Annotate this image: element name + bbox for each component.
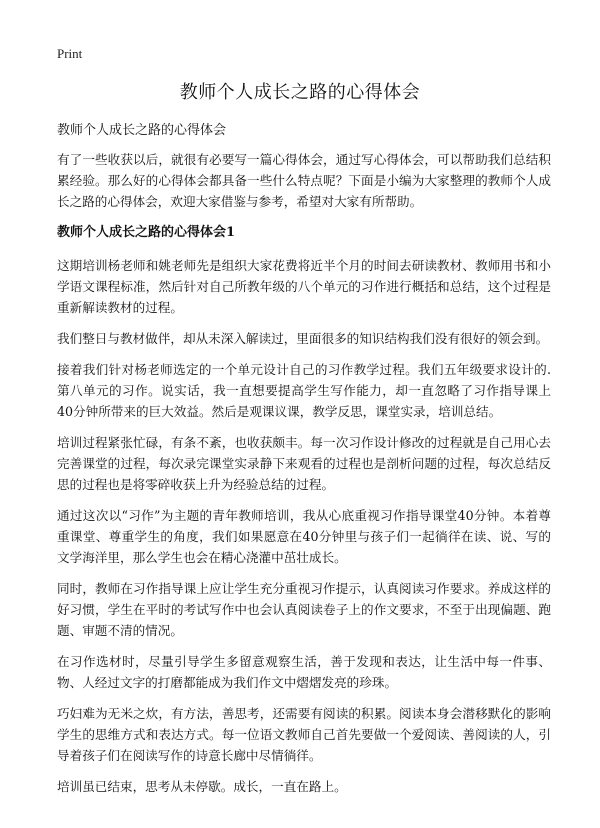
body-paragraph: 这期培训杨老师和姚老师先是组织大家花费将近半个月的时间去研读教材、教师用书和小学语文课程标准，然后针对自己所教年级的八个单元的习作进行概括和总结，这个过程是重新解读教材的过程。 [57,258,551,315]
subtitle: 教师个人成长之路的心得体会 [57,123,227,138]
body-paragraph: 在习作选材时，尽量引导学生多留意观察生活，善于发现和表达，让生活中每一件事、物、人经过文字的打磨都能成为我们作文中熠熠发亮的珍珠。 [57,654,551,690]
section-heading: 教师个人成长之路的心得体会1 [57,225,236,240]
body-paragraph: 同时，教师在习作指导课上应让学生充分重视习作提示，认真阅读习作要求。养成这样的好习惯，学生在平时的考试写作中也会认真阅读卷子上的作文要求，不至于出现偏题、跑题、审题不清的情况。 [57,581,551,638]
body-paragraph: 接着我们针对杨老师选定的一个单元设计自己的习作教学过程。我们五年级要求设计的.第八单元的习作。说实话，我一直想要提高学生写作能力，却一直忽略了习作指导课上40分钟所带来的巨大效益。然后是观课议课，教学反思，课堂实录，培训总结。 [57,362,551,419]
article-body [57,149,551,807]
body-paragraph: 培训虽已结束，思考从未停歇。成长，一直在路上。 [57,779,347,794]
body-paragraph: 巧妇难为无米之炊，有方法，善思考，还需要有阅读的积累。阅读本身会潜移默化的影响学生的思维方式和表达方式。每一位语文教师自己首先要做一个爱阅读、善阅读的人，引导着孩子们在阅读写作的诗意长廊中尽情徜徉。 [57,706,551,763]
body-paragraph: 通过这次以“习作”为主题的青年教师培训，我从心底重视习作指导课堂40分钟。本着尊重课堂、尊重学生的角度，我们如果愿意在40分钟里与孩子们一起徜徉在读、说、写的文学海洋里，那么学生也会在精心浇灌中茁壮成长。 [57,508,551,565]
body-paragraph: 培训过程紧张忙碌，有条不紊，也收获颇丰。每一次习作设计修改的过程就是自己用心去完善课堂的过程，每次录完课堂实录静下来观看的过程也是剖析问题的过程，每次总结反思的过程也是将零碎收获上升为经验总结的过程。 [57,435,551,492]
print-link[interactable]: Print [57,46,83,61]
page-title: 教师个人成长之路的心得体会 [179,82,421,103]
intro-paragraph: 有了一些收获以后，就很有必要写一篇心得体会，通过写心得体会，可以帮助我们总结积累经验。那么好的心得体会都具备一些什么特点呢？下面是小编为大家整理的教师个人成长之路的心得体会，欢迎大家借鉴与参考，希望对大家有所帮助。 [57,152,551,209]
body-paragraph: 我们整日与教材做伴，却从未深入解读过，里面很多的知识结构我们没有很好的领会到。 [57,331,549,346]
